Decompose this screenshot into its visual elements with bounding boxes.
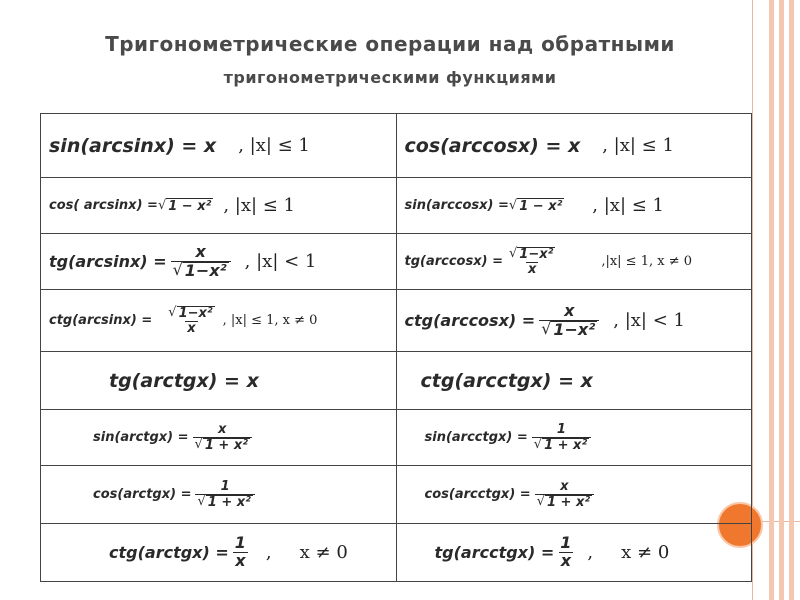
decor-stripe <box>789 0 794 600</box>
formula-cell <box>41 524 397 582</box>
formula-condition: , |x| < 1 <box>244 251 317 272</box>
formula-condition: , |x| ≤ 1, x ≠ 0 <box>222 313 318 328</box>
table-row <box>41 466 752 524</box>
fraction: x √ 1−x² <box>539 303 599 339</box>
formula-cell <box>41 178 397 234</box>
formula-lhs: cos(arccosx) = x <box>404 134 581 157</box>
formula-lhs: ctg(arcsinx) = <box>49 313 153 328</box>
formula-condition: x ≠ 0 <box>621 542 670 563</box>
formula-lhs: cos(arcctgx) = <box>424 487 531 502</box>
fraction: x √ 1 + x² <box>535 480 594 509</box>
formula-cell <box>41 290 397 352</box>
formula-cell <box>396 114 752 178</box>
formula-lhs: sin(arctgx) = <box>93 430 189 445</box>
table-row <box>41 290 752 352</box>
formula-cell <box>396 524 752 582</box>
decor-stripe <box>769 0 774 600</box>
formula-cell <box>41 466 397 524</box>
formula-cell <box>396 178 752 234</box>
fraction: √ 1−x² x <box>508 245 554 277</box>
formula-lhs: sin(arcsinx) = x <box>49 134 217 157</box>
formula-lhs: sin(arccosx) = <box>404 198 509 213</box>
formula-lhs: cos(arctgx) = <box>93 487 192 502</box>
fraction: $\frac{1}{x}$ <box>560 533 572 570</box>
table-row <box>41 524 752 582</box>
formula-separator: , <box>265 542 272 563</box>
sqrt-expression: √ 1 − x² <box>157 197 212 214</box>
formula-cell <box>396 466 752 524</box>
formula-lhs: sin(arcctgx) = <box>424 430 528 445</box>
formula-lhs: cos( arcsinx) = <box>49 198 158 213</box>
formula-cell <box>41 410 397 466</box>
formula-cell <box>396 234 752 290</box>
formula-lhs: ctg(arccosx) = <box>404 311 536 330</box>
table-row <box>41 234 752 290</box>
formula-lhs: tg(arccosx) = <box>404 254 503 269</box>
formula-condition: x ≠ 0 <box>299 542 348 563</box>
fraction: 1 √ 1 + x² <box>532 423 591 452</box>
formula-cell <box>41 114 397 178</box>
decor-stripe <box>779 0 784 600</box>
formula-lhs: ctg(arcctgx) = x <box>420 369 593 392</box>
slide-title-line2: тригонометрическими функциями <box>223 68 557 87</box>
fraction: 1 √ 1 + x² <box>195 480 254 509</box>
formula-condition: ,|x| ≤ 1, x ≠ 0 <box>601 254 692 269</box>
formula-lhs: ctg(arctgx) = <box>109 543 229 562</box>
table-row <box>41 178 752 234</box>
formula-lhs: tg(arcctgx) = <box>434 543 555 562</box>
fraction: x √ 1−x² <box>171 244 231 280</box>
formula-cell <box>396 352 752 410</box>
slide-title-line1: Тригонометрические операции над обратными <box>105 32 675 56</box>
formula-condition: , |x| < 1 <box>613 310 685 331</box>
formula-condition: , |x| ≤ 1 <box>238 135 310 156</box>
formula-separator: , <box>587 542 594 563</box>
formula-condition: , |x| ≤ 1 <box>602 135 674 156</box>
formula-lhs: tg(arctgx) = x <box>109 369 259 392</box>
formula-lhs: tg(arcsinx) = <box>49 252 167 271</box>
table-row <box>41 410 752 466</box>
formula-cell <box>396 410 752 466</box>
table-row <box>41 352 752 410</box>
fraction: x √ 1 + x² <box>193 423 252 452</box>
formula-condition: , |x| ≤ 1 <box>592 195 664 216</box>
fraction: $\frac{1}{x}$ <box>234 533 246 570</box>
formula-cell <box>396 290 752 352</box>
fraction: √ 1−x² x <box>168 304 213 336</box>
formula-table <box>40 113 752 582</box>
sqrt-expression: √ 1 − x² <box>508 197 563 214</box>
formula-cell <box>41 352 397 410</box>
formula-condition: , |x| ≤ 1 <box>223 195 296 216</box>
formula-cell <box>41 234 397 290</box>
table-row <box>41 114 752 178</box>
